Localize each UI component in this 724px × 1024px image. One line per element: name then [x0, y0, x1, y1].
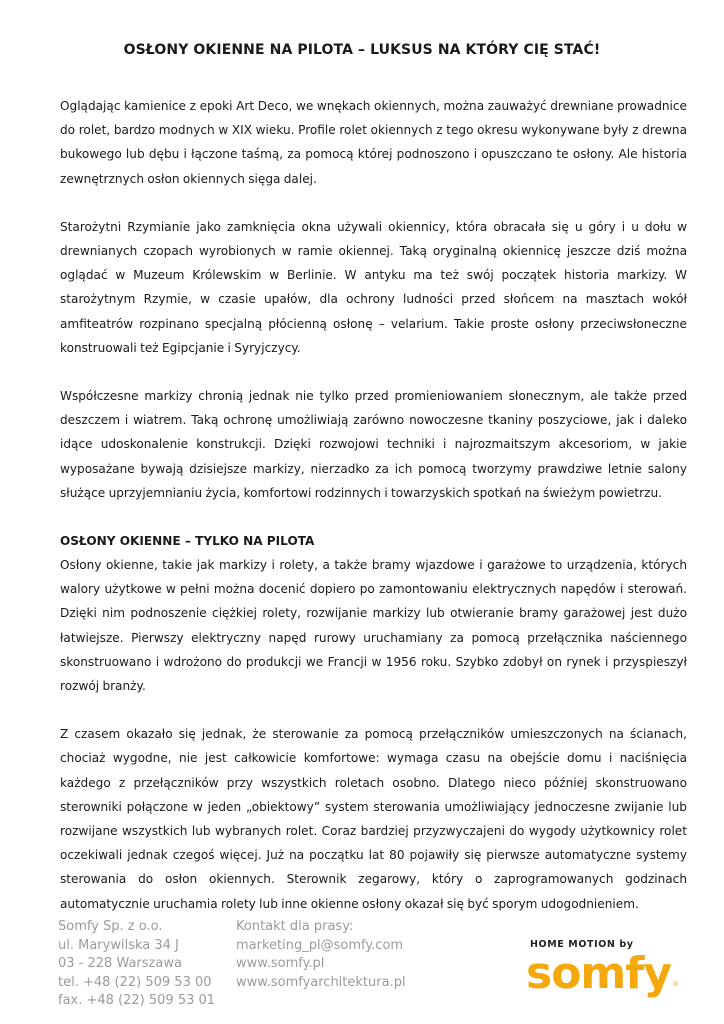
company-city: 03 - 228 Warszawa — [58, 956, 182, 971]
press-email[interactable]: marketing_pl@somfy.com — [236, 937, 404, 953]
paragraph-automation: Z czasem okazało się jednak, że sterowanie za pomocą przełączników umieszczonych na ścianach, chociaż wygodne, nie jest całkowicie komfortowe: wymaga czasu na obejście domu i naciśnięcia każdego z przełączników przy wszystkich roletach osobno. Dlatego nieco później skonstruowano sterowniki połączone w jeden „obiektowy” system sterowania umożliwiający jednoczesne zwijanie lub rozwijane wszystkich lub wybranych rolet. Coraz bardziej przyzwyczajeni do wygody użytkownicy rolet oczekiwali jednak czegoś więcej. Już na początku lat 80 pojawiły się pierwsze automatyczne systemy sterowania do osłon okiennych. Sterownik zegarowy, który o zaprogramowanych godzinach automatycznie uruchamia rolety lub inne okienne osłony okazał się być sporym udogodnieniem. — [60, 727, 687, 911]
press-label: Kontakt dla prasy: — [236, 919, 354, 934]
page-title: OSŁONY OKIENNE NA PILOTA – LUKSUS NA KTÓRY CIĘ STAĆ! — [123, 42, 601, 58]
paragraph-modern-awnings: Współczesne markizy chronią jednak nie tylko przed promieniowaniem słonecznym, ale także przed deszczem i wiatrem. Taką ochronę umożliwiają zarówno nowoczesne tkaniny poszyciowe, jak i daleko idące udoskonalenie konstrukcji. Dzięki rozwojowi techniki i najrozmaitszym akcesoriom, w jakie wyposażane bywają dzisiejsze markizy, nierzadko za ich pomocą tworzymy prawdziwe letnie salony służące uprzyjemnianiu życia, komfortowi rodzinnych i towarzyskich spotkań na świeżym powietrzu. — [60, 389, 687, 500]
company-street: ul. Marywilska 34 J — [58, 937, 179, 953]
company-name: Somfy Sp. z o.o. — [58, 919, 163, 934]
paragraph-rome: Starożytni Rzymianie jako zamknięcia okna używali okiennicy, która obracała się u góry i u dołu w drewnianych czopach wyrobionych w ramie okiennej. Taką oryginalną okiennicę jeszcze dziś można oglądać w Muzeum Królewskim w Berlinie. W antyku ma też swój początek historia markizy. W starożytnym Rzymie, w czasie upałów, dla ochrony ludności przed słońcem na masztach wokół amfiteatrów rozpinano specjalną płócienną osłonę – velarium. Takie proste osłony przeciwsłoneczne konstruowali też Egipcjanie i Syryjczycy. — [60, 219, 687, 355]
press-website-2[interactable]: www.somfyarchitektura.pl — [236, 974, 406, 990]
paragraph-art-deco: Oglądając kamienice z epoki Art Deco, we wnękach okiennych, można zauważyć drewniane prowadnice do rolet, bardzo modnych w XIX wieku. Profile rolet okiennych z tego okresu wykonywane były z drewna bukowego lub dębu i łączone taśmą, za pomocą której podnoszono i opuszczano te osłony. Ale historia zewnętrznych osłon okiennych sięga dalej. — [60, 99, 687, 186]
somfy-logo — [520, 928, 688, 1000]
paragraph-electric-drives: Osłony okienne, takie jak markizy i rolety, a także bramy wjazdowe i garażowe to urządzenia, których walory użytkowe w pełni można docenić dopiero po zamontowaniu elektrycznych napędów i sterowań. Dzięki nim podnoszenie ciężkiej rolety, rozwijanie markizy lub otwieranie bramy garażowej jest dużo łatwiejsze. Pierwszy elektryczny napęd rurowy uruchamiany za pomocą przełącznika naściennego skonstruowano i wdrożono do produkcji we Francji w 1956 roku. Szybko zdobył on rynek i przyspieszył rozwój branży. — [60, 558, 687, 694]
registered-mark-icon: ® — [672, 980, 679, 988]
document-body — [60, 94, 687, 940]
company-fax: fax. +48 (22) 509 53 01 — [58, 993, 216, 1008]
footer-company-address — [58, 918, 215, 1011]
footer-press-contact — [236, 918, 406, 992]
company-phone: tel. +48 (22) 509 53 00 — [58, 974, 212, 990]
press-website-1[interactable]: www.somfy.pl — [236, 956, 325, 971]
logo-wordmark: somfy — [526, 948, 672, 999]
section-heading: OSŁONY OKIENNE – TYLKO NA PILOTA — [60, 534, 315, 549]
logo-tagline: HOME MOTION by — [530, 939, 634, 950]
